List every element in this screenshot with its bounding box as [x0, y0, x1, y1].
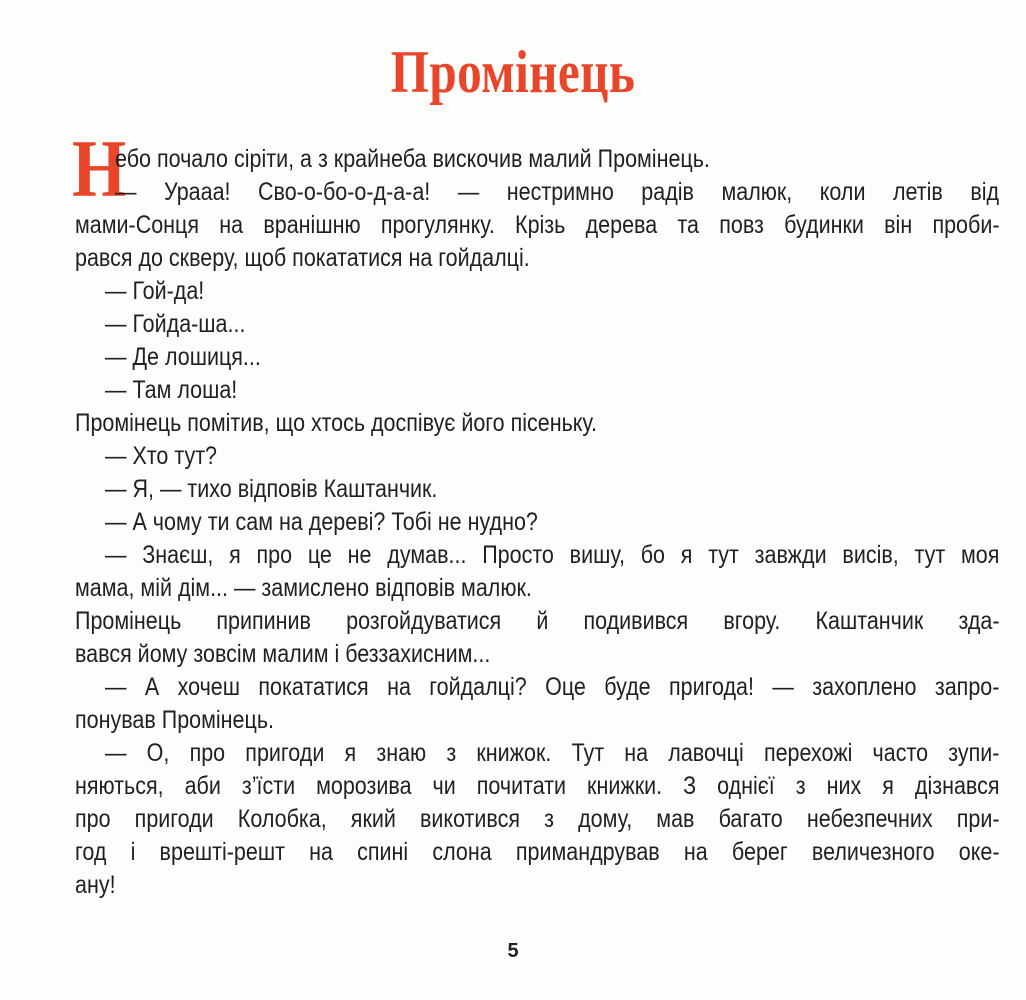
text-line	[75, 704, 1000, 737]
text-line-content: — Гойда-ша...	[105, 310, 246, 338]
text-line-content: — Там лоша!	[105, 376, 238, 404]
text-line-content: про пригоди Колобка, який викотився з дому, мав багато небезпечних при-	[75, 805, 1000, 833]
text-line	[75, 473, 1000, 506]
text-line-content: — А хочеш покататися на гойдалці? Оце буде пригода! — захоплено запро-	[105, 673, 1000, 701]
text-line	[75, 671, 1000, 704]
story-text	[75, 143, 1000, 902]
text-line-content: вався йому зовсім малим і беззахисним...	[75, 640, 491, 668]
text-line	[75, 374, 1000, 407]
text-line	[75, 506, 1000, 539]
text-line-content: год і врешті-решт на спині слона примандрував на берег величезного оке-	[75, 838, 1000, 866]
text-line-content: ану!	[75, 871, 116, 899]
text-line	[75, 176, 1000, 209]
text-line-content: — О, про пригоди я знаю з книжок. Тут на лавочці перехожі часто зупи-	[105, 739, 1000, 767]
text-line-content: — Я, — тихо відповів Каштанчик.	[105, 475, 438, 503]
text-line-content: — Урааа! Сво-о-бо-о-д-а-а! — нестримно радів малюк, коли летів від	[115, 178, 1000, 206]
text-line	[75, 638, 1000, 671]
text-line	[75, 539, 1000, 572]
text-line	[75, 341, 1000, 374]
text-line	[75, 308, 1000, 341]
text-line-content: няються, аби з’їсти морозива чи почитати книжки. З однієї з них я дізнався	[75, 772, 1000, 800]
text-line	[75, 605, 1000, 638]
text-line-content: — Знаєш, я про це не думав... Просто вишу, бо я тут завжди висів, тут моя	[105, 541, 1000, 569]
text-line-content: рався до скверу, щоб покататися на гойдалці.	[75, 244, 530, 272]
text-line-content: — Гой-да!	[105, 277, 205, 305]
text-line-content: — Хто тут?	[105, 442, 218, 470]
text-line-content: — А чому ти сам на дереві? Тобі не нудно?	[105, 508, 538, 536]
text-line	[75, 440, 1000, 473]
text-line	[75, 143, 1000, 176]
text-line	[75, 209, 1000, 242]
text-line	[75, 836, 1000, 869]
text-line-content: — Де лошиця...	[105, 343, 261, 371]
text-line	[75, 407, 1000, 440]
text-line-content: Промінець припинив розгойдуватися й подивився вгору. Каштанчик зда-	[75, 607, 1000, 635]
text-line	[75, 242, 1000, 275]
drop-cap: Н	[72, 123, 127, 214]
text-line-content: мами-Сонця на вранішню прогулянку. Крізь дерева та повз будинки він проби-	[75, 211, 1000, 239]
text-line-content: ебо почало сіріти, а з крайнеба вискочив малий Промінець.	[115, 145, 710, 173]
text-line	[75, 803, 1000, 836]
text-line-content: понував Промінець.	[75, 706, 275, 734]
text-line	[75, 737, 1000, 770]
text-line	[75, 572, 1000, 605]
text-line-content: мама, мій дім... — замислено відповів малюк.	[75, 574, 532, 602]
text-line	[75, 275, 1000, 308]
page-title: Промінець	[390, 39, 636, 105]
text-line	[75, 869, 1000, 902]
text-line	[75, 770, 1000, 803]
text-line-content: Промінець помітив, що хтось доспівує його пісеньку.	[75, 409, 598, 437]
page-number: 5	[507, 940, 519, 962]
